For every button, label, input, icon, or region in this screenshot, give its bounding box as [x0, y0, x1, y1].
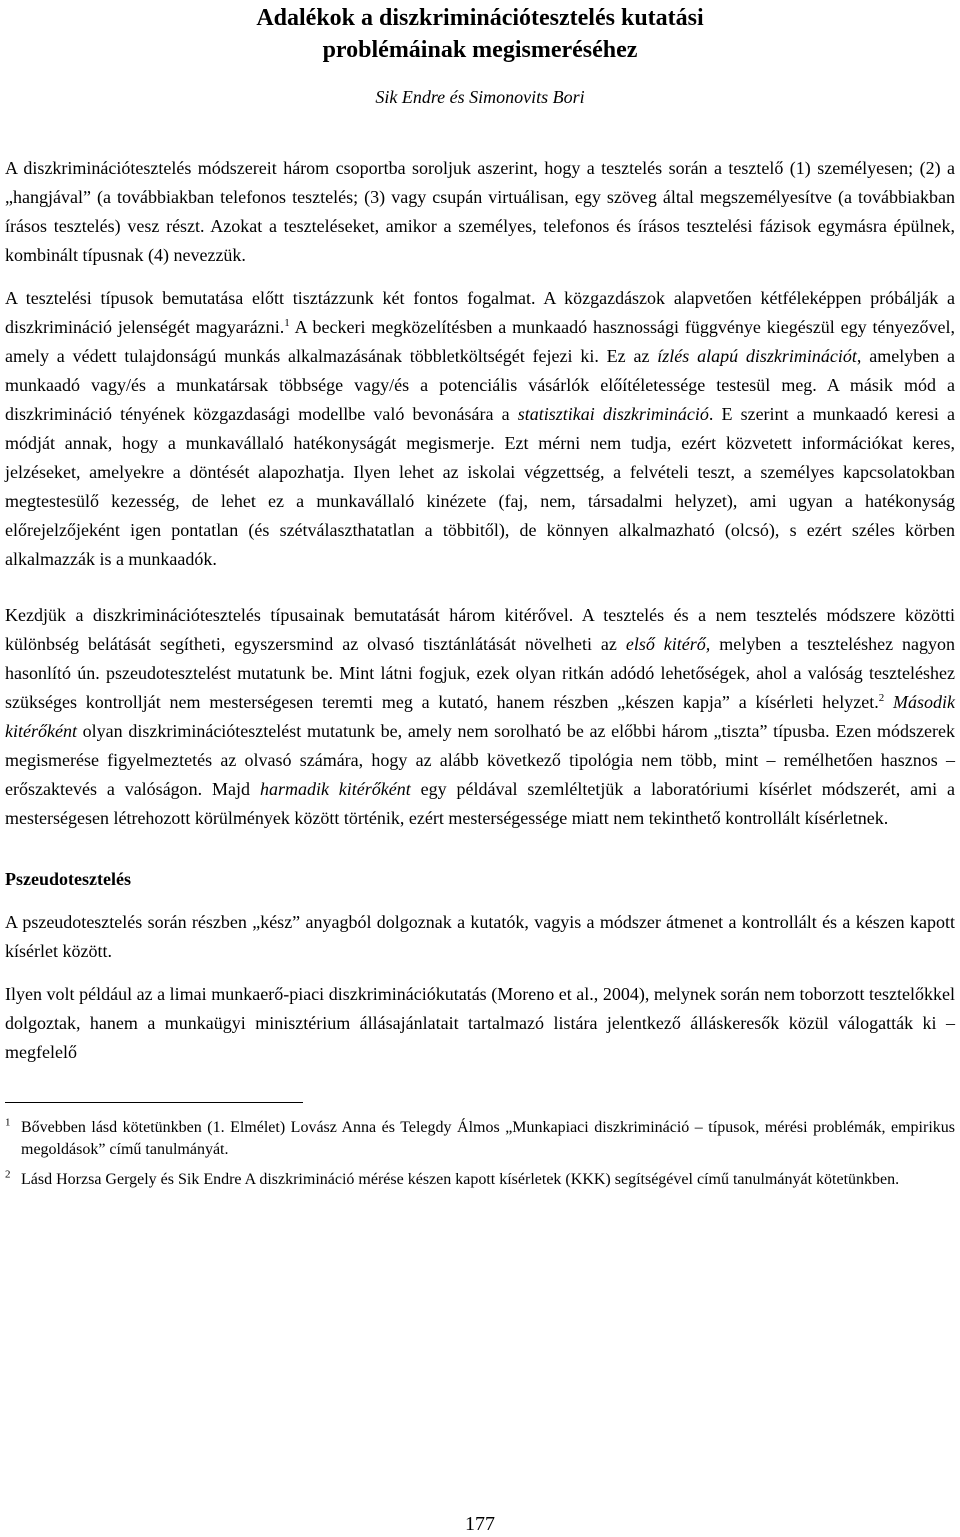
- footnote-1-number: 1: [5, 1116, 11, 1129]
- paragraph-5: Ilyen volt például az a limai munkaerő-piaci diszkriminációkutatás (Moreno et al., 2004), melynek során nem toborzott tesztelőkkel dolgoztak, hanem a munkaügyi minisztérium állásajánlatait tartalmazó listára jelentkező álláskeresők közül válogatták ki – megfelelő: [5, 984, 955, 1062]
- footnote-ref-1[interactable]: 1: [284, 317, 290, 329]
- paragraph-2-italic-term-1: ízlés alapú diszkriminációt: [657, 346, 857, 366]
- paragraph-1: A diszkriminációtesztelés módszereit három csoportba soroljuk aszerint, hogy a tesztelés során a tesztelő (1) személyesen; (2) a „hangjával” (a továbbiakban telefonos tesztelés; (3) vagy csupán virtuálisan, egy szöveg által megszemélyesítve (a továbbiakban írásos tesztelés) vesz részt. Azokat a teszteléseket, amikor a személyes, telefonos és írásos tesztelési fázisok egymásra épülnek, kombinált típusnak (4) nevezzük.: [5, 158, 955, 265]
- paragraph-3: [5, 601, 955, 833]
- paragraph-4: A pszeudotesztelés során részben „kész” anyagból dolgoznak a kutatók, vagyis a módszer átmenet a kontrollált és a készen kapott kísérlet között.: [5, 912, 955, 961]
- footnote-2-number: 2: [5, 1168, 11, 1181]
- paragraph-3-text-f: olyan diszkriminációtesztelést mutatunk be, amely nem sorolható be az előbbi három „tiszta” típusba. Ezen módszerek megismerése figyelmeztetés az olvasó számára, hogy az alább következő tipológia nem több, mint – remélhetően hasznos – erőszaktevés a valóságon. Majd: [5, 721, 955, 799]
- footnote-2-text: Lásd Horzsa Gergely és Sik Endre A diszkrimináció mérése készen kapott kísérletek (KKK) segítségével című tanulmányát kötetünkben.: [21, 1171, 900, 1188]
- footnote-divider: [5, 1102, 303, 1103]
- paragraph-2-italic-term-2: statisztikai diszkrimináció: [517, 404, 709, 424]
- authors: Sik Endre és Simonovits Bori: [375, 87, 585, 107]
- paragraph-3-text-c: melyben a teszteléshez nagyon hasonlító ún. pszeudotesztelést mutatunk be. Mint látni fogjuk, ezek olyan ritkán adódó lehetőségek, ahol a valóság teszteléshez szükséges kontrollját nem mesterségesen teremti meg a kutató, hanem részben „készen kapja” a kísérleti helyzet.: [5, 634, 955, 712]
- paragraph-2-text-b: A beckeri megközelítésben a munkaadó hasznossági függvénye kiegészül egy tényezővel, amely a védett tulajdonságú munkás alkalmazásának többletköltségét fejezi ki. Ez az: [5, 317, 956, 366]
- title-line-2: problémáinak megismeréséhez: [322, 37, 638, 63]
- paragraph-2-text-f: . E szerint a munkaadó keresi a módját annak, hogy a munkavállaló hatékonyságát megismerje. Ezt mérni nem tudja, ezért közvetett információkat keres, jelzéseket, amelyekre a döntését alapozhatja. Ilyen lehet az iskolai végzettség, a felvételi teszt, a személyes kapcsolatokban megtestesülő kezesség, de lehet ez a munkavállaló kinézete (faj, nem, társadalmi helyzet), ami ugyan a hatékonyság előrejelzőjeként igen pontatlan (és szétválaszthatatlan a többitől), de könnyen alkalmazható (olcsó), s ezért széles körben alkalmazzák is a munkaadók.: [5, 404, 955, 569]
- footnote-1: [5, 1117, 955, 1161]
- footnote-ref-2[interactable]: 2: [878, 692, 885, 704]
- paragraph-3-space: [884, 692, 893, 712]
- paragraph-3-italic-3: harmadik kitérőként: [259, 779, 411, 799]
- paragraph-3-italic-1: első kitérő,: [625, 634, 711, 654]
- section-heading: Pszeudotesztelés: [5, 869, 131, 889]
- paragraph-3-text-h: egy példával szemléltetjük a laboratóriumi kísérlet módszerét, ami a mesterségesen létrehozott körülmények között történik, ezért mesterségessége miatt nem tekinthető kontrollált kísérletnek.: [5, 779, 955, 828]
- paragraph-2-text-d: , amelyben a munkaadó vagy/és a munkatársak többsége vagy/és a potenciális vásárlók előítéletessége testesül meg. A másik mód a diszkrimináció tényének közgazdasági modellbe való bevonására a: [5, 346, 955, 424]
- paragraph-2-text-a: A tesztelési típusok bemutatása előtt tisztázzunk két fontos fogalmat. A közgazdászok alapvetően kétféleképpen próbálják a diszkrimináció jelenségét magyarázni.: [5, 288, 955, 337]
- document-title: [5, 2, 955, 66]
- footnotes: [5, 1117, 955, 1191]
- body-text: [5, 154, 955, 1067]
- footnote-2: [5, 1169, 955, 1191]
- footnote-1-text: Bővebben lásd kötetünkben (1. Elmélet) Lovász Anna és Telegdy Álmos „Munkapiaci diszkrimináció – típusok, mérési problémák, empirikus megoldások” című tanulmányát.: [21, 1119, 955, 1158]
- document-page: [5, 0, 955, 1199]
- paragraph-2: [5, 284, 955, 574]
- title-line-1: Adalékok a diszkriminációtesztelés kutatási: [256, 5, 704, 31]
- page-number: 177: [465, 1513, 495, 1535]
- paragraph-3-text-a: Kezdjük a diszkriminációtesztelés típusainak bemutatását három kitérővel. A tesztelés és a nem tesztelés módszere közötti különbség belátását segítheti, egyszersmind az olvasó tisztánlátását növelheti az: [5, 605, 955, 654]
- paragraph-3-italic-2: Második kitérőként: [5, 692, 956, 741]
